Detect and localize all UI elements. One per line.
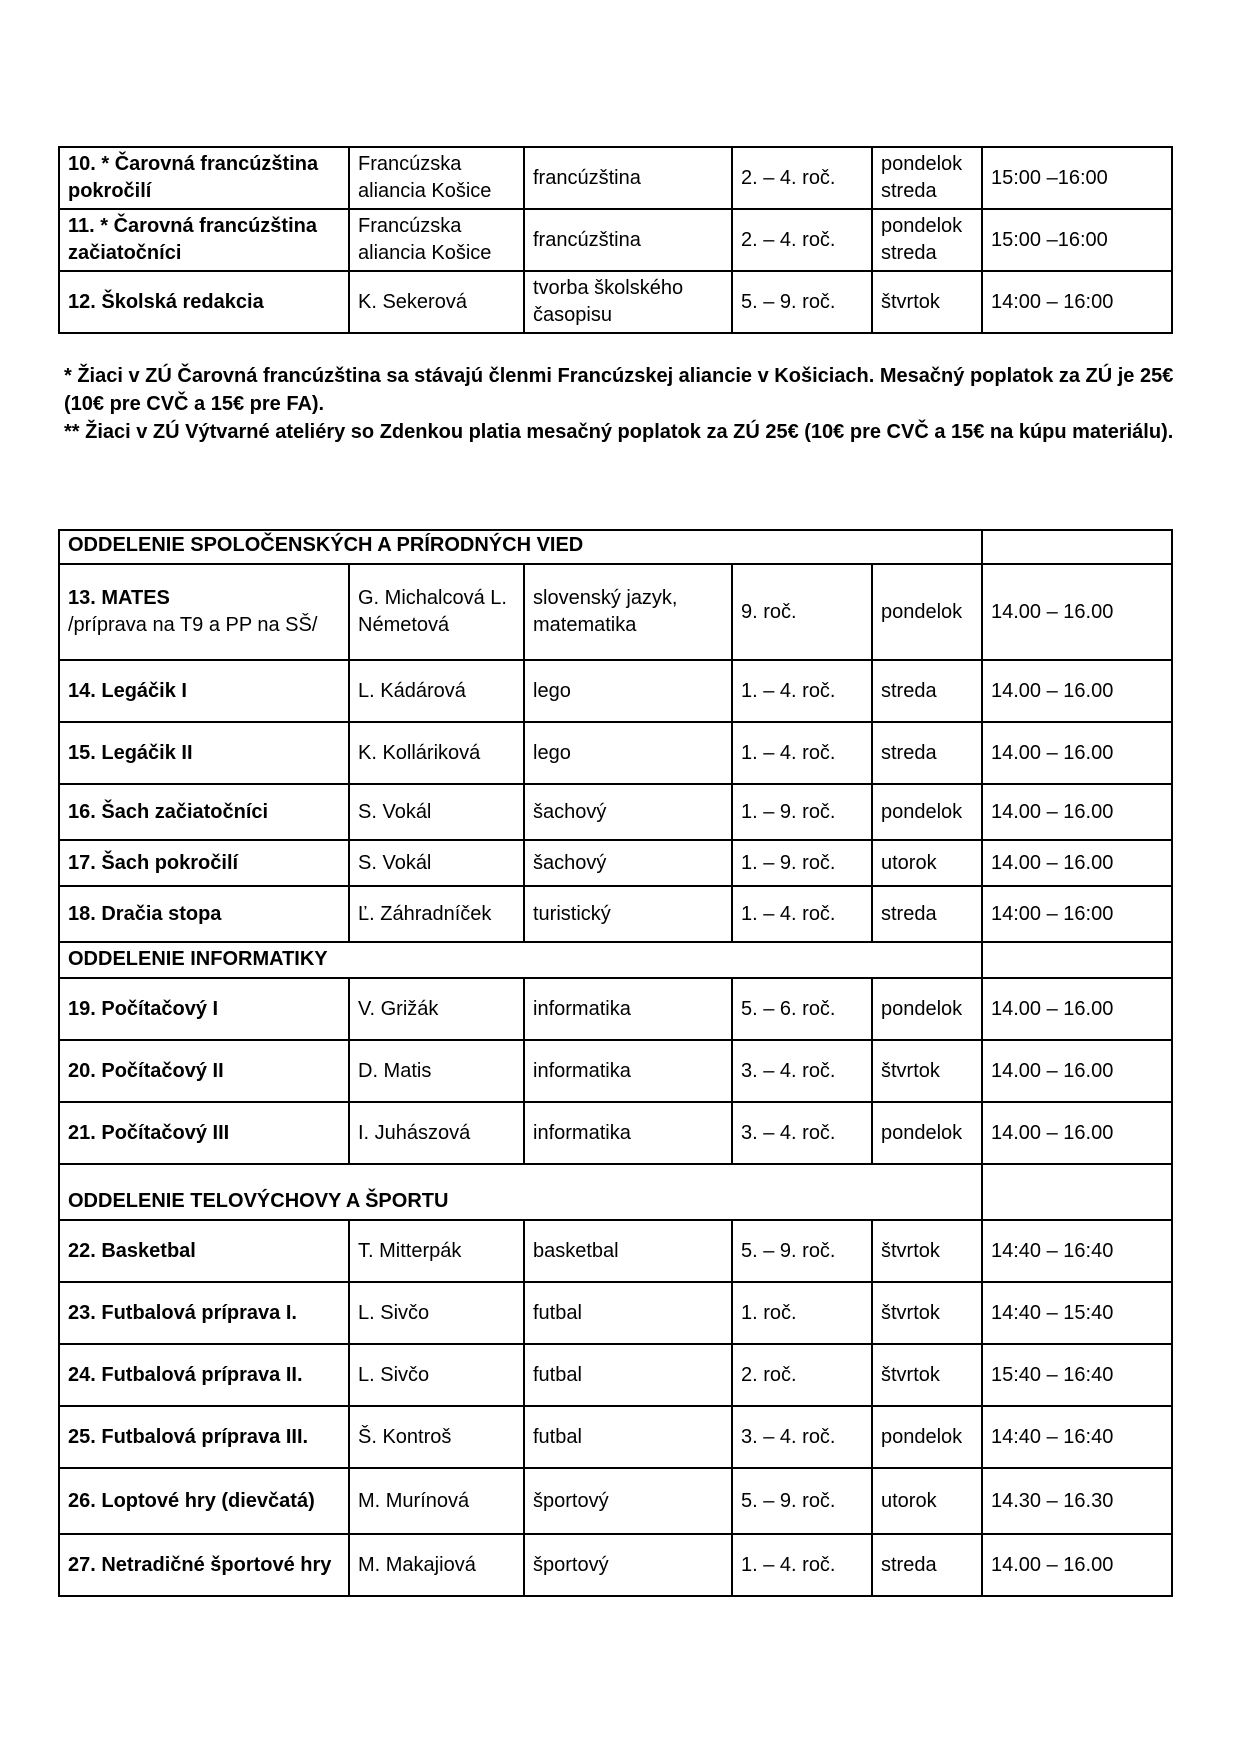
activity-name: 18. Dračia stopa bbox=[59, 886, 349, 942]
activity-grade: 1. – 9. roč. bbox=[732, 840, 872, 886]
activity-focus: turistický bbox=[524, 886, 732, 942]
footnote-line: * Žiaci v ZÚ Čarovná francúzština sa stávajú členmi Francúzskej aliancie v Košiciach. Mesačný poplatok za ZÚ je 25€ bbox=[64, 365, 1174, 387]
activity-time: 14:00 – 16:00 bbox=[982, 271, 1172, 333]
activity-name: 25. Futbalová príprava III. bbox=[59, 1406, 349, 1468]
activity-focus: lego bbox=[524, 660, 732, 722]
activity-grade: 3. – 4. roč. bbox=[732, 1406, 872, 1468]
activity-grade: 1. – 4. roč. bbox=[732, 660, 872, 722]
activity-day: streda bbox=[872, 660, 982, 722]
activity-day: streda bbox=[872, 886, 982, 942]
activity-focus: informatika bbox=[524, 1102, 732, 1164]
activity-leader: K. Sekerová bbox=[349, 271, 524, 333]
activity-name: 14. Legáčik I bbox=[59, 660, 349, 722]
section-empty-cell bbox=[982, 1164, 1172, 1220]
activity-name: 22. Basketbal bbox=[59, 1220, 349, 1282]
activity-leader: L. Kádárová bbox=[349, 660, 524, 722]
activity-focus: slovenský jazyk, matematika bbox=[524, 564, 732, 660]
section-row bbox=[59, 942, 1172, 978]
footnote-line: ** Žiaci v ZÚ Výtvarné ateliéry so Zdenkou platia mesačný poplatok za ZÚ 25€ (10€ pre CVČ a 15€ na kúpu materiálu). bbox=[64, 421, 1174, 443]
table-row bbox=[59, 1282, 1172, 1344]
activity-leader: Ľ. Záhradníček bbox=[349, 886, 524, 942]
activity-grade: 3. – 4. roč. bbox=[732, 1102, 872, 1164]
activity-time: 15:00 –16:00 bbox=[982, 147, 1172, 209]
activity-time: 14.00 – 16.00 bbox=[982, 564, 1172, 660]
activity-leader: S. Vokál bbox=[349, 784, 524, 840]
activity-name-note: /príprava na T9 a PP na SŠ/ bbox=[68, 614, 318, 636]
activity-day: utorok bbox=[872, 840, 982, 886]
activity-name: 19. Počítačový I bbox=[59, 978, 349, 1040]
activity-name: 26. Loptové hry (dievčatá) bbox=[59, 1468, 349, 1534]
activity-focus: futbal bbox=[524, 1344, 732, 1406]
activity-focus: francúzština bbox=[524, 147, 732, 209]
activity-grade: 5. – 9. roč. bbox=[732, 1220, 872, 1282]
activity-time: 14:00 – 16:00 bbox=[982, 886, 1172, 942]
activity-leader: I. Juhászová bbox=[349, 1102, 524, 1164]
table-row bbox=[59, 1534, 1172, 1596]
section-title: ODDELENIE INFORMATIKY bbox=[59, 942, 982, 978]
activity-grade: 2. – 4. roč. bbox=[732, 147, 872, 209]
activity-leader: Š. Kontroš bbox=[349, 1406, 524, 1468]
activity-leader: S. Vokál bbox=[349, 840, 524, 886]
activity-grade: 5. – 6. roč. bbox=[732, 978, 872, 1040]
activity-name: 17. Šach pokročilí bbox=[59, 840, 349, 886]
activity-leader: L. Sivčo bbox=[349, 1282, 524, 1344]
section-title: ODDELENIE TELOVÝCHOVY A ŠPORTU bbox=[59, 1164, 982, 1220]
activity-leader: G. Michalcová L. Németová bbox=[349, 564, 524, 660]
activity-focus: tvorba školského časopisu bbox=[524, 271, 732, 333]
activity-day: štvrtok bbox=[872, 1220, 982, 1282]
activity-time: 14.00 – 16.00 bbox=[982, 1040, 1172, 1102]
activity-time: 14.00 – 16.00 bbox=[982, 1102, 1172, 1164]
activity-grade: 1. roč. bbox=[732, 1282, 872, 1344]
activity-name: 27. Netradičné športové hry bbox=[59, 1534, 349, 1596]
activity-name: 12. Školská redakcia bbox=[59, 271, 349, 333]
activity-grade: 9. roč. bbox=[732, 564, 872, 660]
footnotes bbox=[64, 362, 1174, 446]
table-row bbox=[59, 147, 1172, 209]
table-row bbox=[59, 564, 1172, 660]
table-row bbox=[59, 660, 1172, 722]
activity-name: 21. Počítačový III bbox=[59, 1102, 349, 1164]
activity-time: 14.00 – 16.00 bbox=[982, 784, 1172, 840]
section-empty-cell bbox=[982, 530, 1172, 564]
activity-time: 15:40 – 16:40 bbox=[982, 1344, 1172, 1406]
activity-name: 16. Šach začiatočníci bbox=[59, 784, 349, 840]
activity-time: 14.00 – 16.00 bbox=[982, 722, 1172, 784]
table-row bbox=[59, 784, 1172, 840]
activity-day: pondelok streda bbox=[872, 209, 982, 271]
activity-day: štvrtok bbox=[872, 1282, 982, 1344]
activity-name: 15. Legáčik II bbox=[59, 722, 349, 784]
activity-leader: D. Matis bbox=[349, 1040, 524, 1102]
activity-leader: V. Grižák bbox=[349, 978, 524, 1040]
activity-day: pondelok bbox=[872, 1406, 982, 1468]
section-row bbox=[59, 1164, 1172, 1220]
activity-time: 15:00 –16:00 bbox=[982, 209, 1172, 271]
activity-day: pondelok bbox=[872, 978, 982, 1040]
activity-name: 24. Futbalová príprava II. bbox=[59, 1344, 349, 1406]
activity-focus: šachový bbox=[524, 840, 732, 886]
activity-focus: basketbal bbox=[524, 1220, 732, 1282]
activity-day: pondelok bbox=[872, 1102, 982, 1164]
activity-day: streda bbox=[872, 722, 982, 784]
activity-grade: 5. – 9. roč. bbox=[732, 271, 872, 333]
activity-grade: 1. – 4. roč. bbox=[732, 886, 872, 942]
activity-focus: športový bbox=[524, 1468, 732, 1534]
activity-leader: L. Sivčo bbox=[349, 1344, 524, 1406]
table-row bbox=[59, 1220, 1172, 1282]
table-row bbox=[59, 722, 1172, 784]
activity-grade: 1. – 9. roč. bbox=[732, 784, 872, 840]
activity-grade: 2. – 4. roč. bbox=[732, 209, 872, 271]
activity-day: pondelok streda bbox=[872, 147, 982, 209]
activity-time: 14.30 – 16.30 bbox=[982, 1468, 1172, 1534]
table-row bbox=[59, 209, 1172, 271]
activity-focus: lego bbox=[524, 722, 732, 784]
footnote-line: (10€ pre CVČ a 15€ pre FA). bbox=[64, 393, 325, 415]
activity-name bbox=[59, 564, 349, 660]
activity-time: 14.00 – 16.00 bbox=[982, 840, 1172, 886]
activity-day: pondelok bbox=[872, 784, 982, 840]
activity-day: streda bbox=[872, 1534, 982, 1596]
activity-time: 14.00 – 16.00 bbox=[982, 1534, 1172, 1596]
activity-grade: 1. – 4. roč. bbox=[732, 722, 872, 784]
activity-focus: futbal bbox=[524, 1406, 732, 1468]
section-empty-cell bbox=[982, 942, 1172, 978]
table-row bbox=[59, 886, 1172, 942]
activity-leader: K. Kolláriková bbox=[349, 722, 524, 784]
activity-day: štvrtok bbox=[872, 1040, 982, 1102]
activity-focus: šachový bbox=[524, 784, 732, 840]
table-row bbox=[59, 1406, 1172, 1468]
activity-grade: 3. – 4. roč. bbox=[732, 1040, 872, 1102]
table-row bbox=[59, 1468, 1172, 1534]
table-row bbox=[59, 840, 1172, 886]
activity-name: 10. * Čarovná francúzština pokročilí bbox=[59, 147, 349, 209]
activity-name-main: 13. MATES bbox=[68, 587, 170, 609]
activity-name: 20. Počítačový II bbox=[59, 1040, 349, 1102]
table-row bbox=[59, 1344, 1172, 1406]
activity-name: 23. Futbalová príprava I. bbox=[59, 1282, 349, 1344]
activity-day: štvrtok bbox=[872, 1344, 982, 1406]
activity-focus: futbal bbox=[524, 1282, 732, 1344]
table-row bbox=[59, 1040, 1172, 1102]
section-row bbox=[59, 530, 1172, 564]
activity-leader: T. Mitterpák bbox=[349, 1220, 524, 1282]
table-row bbox=[59, 1102, 1172, 1164]
schedule-table-continued bbox=[58, 146, 1173, 334]
activity-time: 14:40 – 15:40 bbox=[982, 1282, 1172, 1344]
activity-leader: Francúzska aliancia Košice bbox=[349, 209, 524, 271]
activity-grade: 2. roč. bbox=[732, 1344, 872, 1406]
activity-day: utorok bbox=[872, 1468, 982, 1534]
table-row bbox=[59, 978, 1172, 1040]
activity-focus: informatika bbox=[524, 1040, 732, 1102]
activity-day: pondelok bbox=[872, 564, 982, 660]
activity-day: štvrtok bbox=[872, 271, 982, 333]
activity-grade: 1. – 4. roč. bbox=[732, 1534, 872, 1596]
section-title: ODDELENIE SPOLOČENSKÝCH A PRÍRODNÝCH VIED bbox=[59, 530, 982, 564]
activity-leader: M. Makajiová bbox=[349, 1534, 524, 1596]
activity-name: 11. * Čarovná francúzština začiatočníci bbox=[59, 209, 349, 271]
activity-leader: M. Murínová bbox=[349, 1468, 524, 1534]
table-row bbox=[59, 271, 1172, 333]
activity-time: 14:40 – 16:40 bbox=[982, 1406, 1172, 1468]
activity-focus: športový bbox=[524, 1534, 732, 1596]
activity-time: 14:40 – 16:40 bbox=[982, 1220, 1172, 1282]
activity-focus: francúzština bbox=[524, 209, 732, 271]
activity-time: 14.00 – 16.00 bbox=[982, 660, 1172, 722]
activity-focus: informatika bbox=[524, 978, 732, 1040]
schedule-table-departments bbox=[58, 529, 1173, 1597]
activity-grade: 5. – 9. roč. bbox=[732, 1468, 872, 1534]
activity-time: 14.00 – 16.00 bbox=[982, 978, 1172, 1040]
activity-leader: Francúzska aliancia Košice bbox=[349, 147, 524, 209]
